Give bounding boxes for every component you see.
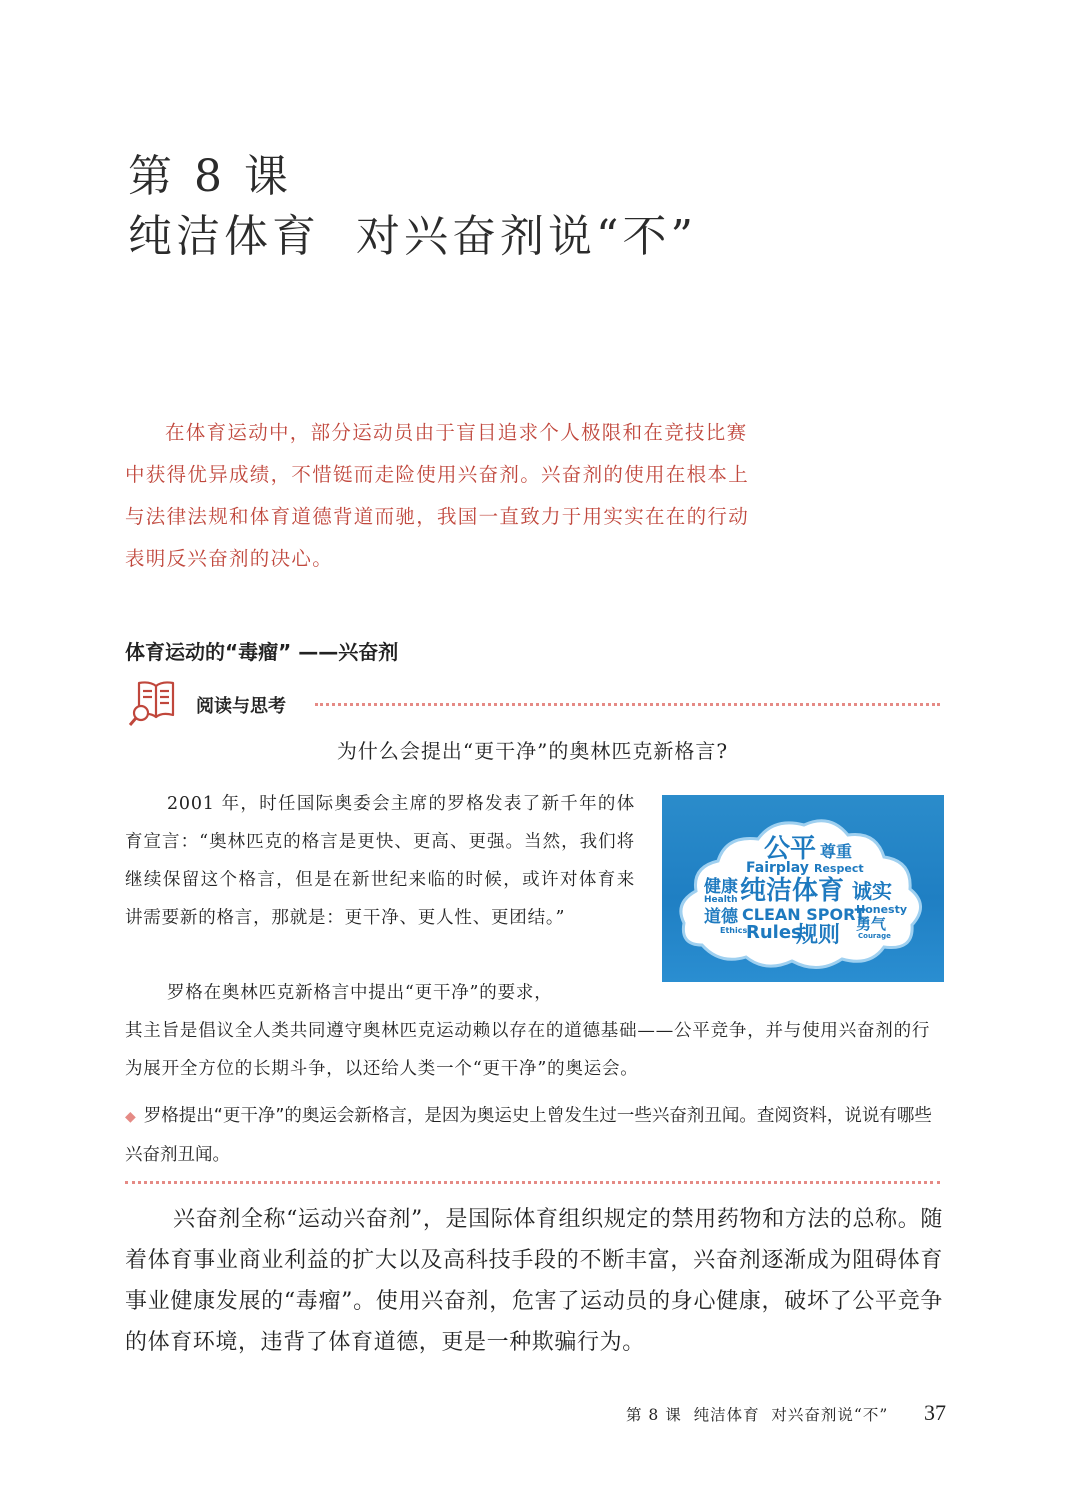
cloud-word-ethics: Ethics [720, 926, 748, 935]
dotted-divider-top [315, 703, 940, 706]
cloud-word-honesty: Honesty [856, 903, 908, 916]
excerpt-paragraph-2-rest: 其主旨是倡议全人类共同遵守奥林匹克运动赖以存在的道德基础——公平竞争，并与使用兴奋剂的行为展开全方位的长期斗争，以还给人类一个“更干净”的奥运会。 [125, 1021, 931, 1079]
thinking-task [125, 1097, 940, 1174]
cloud-word-daode: 道德 [704, 907, 738, 927]
cloud-word-zunzhong: 尊重 [820, 842, 853, 861]
cloud-word-yongqi: 勇气 [856, 915, 887, 933]
cloud-word-respect: Respect [814, 862, 864, 875]
cloud-word-courage: Courage [858, 932, 891, 940]
section-heading: 体育运动的“毒瘤” ——兴奋剂 [125, 640, 399, 664]
body-paragraph: 兴奋剂全称“运动兴奋剂”，是国际体育组织规定的禁用药物和方法的总称。随着体育事业商业利益的扩大以及高科技手段的不断丰富，兴奋剂逐渐成为阻碍体育事业健康发展的“毒瘤”。使用兴奋剂，危害了运动员的身心健康，破坏了公平竞争的体育环境，违背了体育道德，更是一种欺骗行为。 [125, 1207, 943, 1355]
cloud-word-jiankang: 健康 [704, 877, 738, 897]
diamond-bullet-icon: ◆ [125, 1109, 136, 1125]
lesson-number: 第 8 课 [128, 151, 292, 202]
cloud-word-chunjie: 纯洁体育 [740, 876, 845, 906]
cloud-word-chengshi: 诚实 [852, 879, 892, 903]
clean-sport-word-cloud-image [662, 795, 944, 982]
reading-box-label: 阅读与思考 [196, 696, 286, 717]
cloud-word-gongping: 公平 [764, 834, 817, 864]
running-footer: 第 8 课 纯洁体育 对兴奋剂说“不” [626, 1406, 889, 1424]
cloud-word-fairplay: Fairplay [746, 860, 809, 876]
excerpt-paragraph-2-start: 罗格在奥林匹克新格言中提出“更干净”的要求， [167, 983, 553, 1003]
dotted-divider-bottom [125, 1181, 940, 1184]
intro-paragraph: 在体育运动中，部分运动员由于盲目追求个人极限和在竞技比赛中获得优异成绩，不惜铤而走险使用兴奋剂。兴奋剂的使用在根本上与法律法规和体育道德背道而驰，我国一直致力于用实实在在的行动表明反兴奋剂的决心。 [125, 421, 750, 570]
thinking-task-text: 罗格提出“更干净”的奥运会新格言，是因为奥运史上曾发生过一些兴奋剂丑闻。查阅资料，说说有哪些兴奋剂丑闻。 [125, 1106, 932, 1165]
page-number: 37 [924, 1400, 946, 1425]
cloud-word-clean: CLEAN SPORT [742, 905, 866, 924]
cloud-word-rules: Rules [746, 922, 802, 943]
reading-question: 为什么会提出“更干净”的奥林匹克新格言? [336, 739, 729, 763]
cloud-word-guize: 规则 [796, 923, 841, 948]
cloud-word-health: Health [704, 895, 738, 905]
reading-magnifier-icon [127, 679, 183, 729]
excerpt-paragraph-1: 2001 年，时任国际奥委会主席的罗格发表了新千年的体育宣言：“奥林匹克的格言是更快、更高、更强。当然，我们将继续保留这个格言，但是在新世纪来临的时候，或许对体育来讲需要新的格言，那就是：更干净、更人性、更团结。” [125, 794, 635, 928]
lesson-title: 纯洁体育 对兴奋剂说“不” [128, 211, 697, 262]
